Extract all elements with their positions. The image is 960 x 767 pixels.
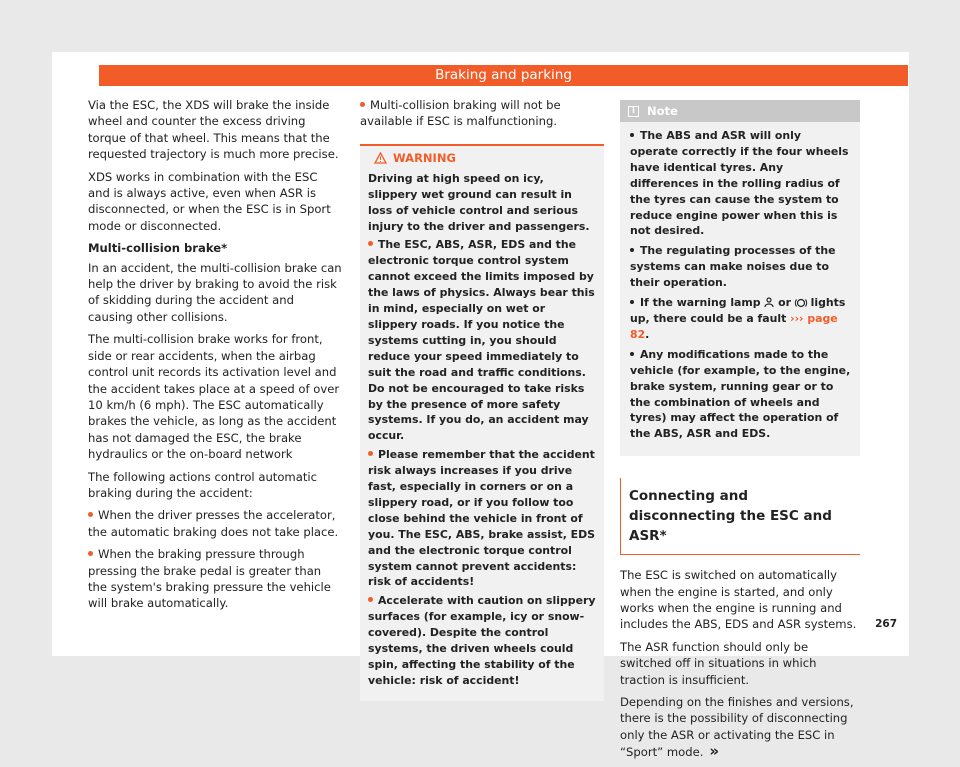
paragraph: The following actions control automatic braking during the accident:	[88, 469, 317, 500]
paragraph: In an accident, the multi-collision brake can help the driver by braking to avoid the risk of skidding during the accident and causing other collisions.	[88, 260, 342, 324]
continue-arrow-icon: »	[709, 742, 720, 761]
bullet-icon	[368, 241, 373, 246]
warning-item: Accelerate with caution on slippery surfaces (for example, icy or snow-covered). Despite the control systems, the driven wheels could spin, affecting the stability of the vehicle: risk of accident!	[368, 594, 596, 687]
paragraph: The ASR function should only be switched off in situations in which traction is insufficient.	[620, 639, 817, 687]
paragraph: The multi-collision brake works for front, side or rear accidents, when the airbag control unit records its activation level and the accident takes place at a speed of over 10 km/h (6 mph). The ESC automatically brakes the vehicle, as long as the accident has not damaged the ESC, the brake hydraulics or the on-board network	[88, 332, 340, 462]
info-icon: i	[628, 106, 639, 117]
bullet-icon	[88, 512, 93, 517]
paragraph: Via the ESC, the XDS will brake the inside wheel and counter the excess driving torque of that wheel. This means that the requested trajectory is much more precise.	[88, 98, 339, 162]
column-left	[88, 97, 342, 618]
paragraph: XDS works in combination with the ESC and is always active, even when ASR is disconnected, or when the ESC is in Sport mode or disconnected.	[88, 169, 331, 233]
dot-icon	[630, 248, 634, 252]
note-item: The ABS and ASR will only operate correctly if the four wheels have identical tyres. Any differences in the rolling radius of the tyres can cause the system to reduce engine power when this is not desired.	[630, 129, 849, 238]
paragraph: The ESC is switched on automatically when the engine is started, and only works when the engine is running and includes the ABS, EDS and ASR systems.	[620, 568, 857, 632]
warning-header	[360, 144, 604, 168]
warning-paragraph: Driving at high speed on icy, slippery wet ground can result in loss of vehicle control and serious injury to the driver and passengers.	[368, 171, 590, 233]
note-item: The regulating processes of the systems can make noises due to their operation.	[630, 244, 836, 290]
warning-body	[360, 168, 604, 701]
subheading: Multi-collision brake*	[88, 241, 228, 256]
note-item: If the warning lamp or lights up, there could be a fault ››› page 82.	[630, 296, 846, 341]
column-middle	[360, 97, 604, 701]
warning-box	[360, 144, 604, 701]
note-header	[620, 100, 860, 122]
bullet-icon	[88, 551, 93, 556]
warning-triangle-icon	[374, 152, 387, 164]
list-item: When the driver presses the accelerator, the automatic braking does not take place.	[88, 508, 339, 539]
note-title: Note	[647, 103, 678, 118]
note-item: Any modifications made to the vehicle (for example, to the engine, brake system, running gear or to the combination of wheels and tyres) may affect the operation of the ABS, ASR and EDS.	[630, 347, 851, 441]
note-box	[620, 100, 860, 456]
dot-icon	[630, 300, 634, 304]
section-title: Connecting and disconnecting the ESC and ASR*	[620, 478, 860, 555]
note-body	[620, 122, 860, 456]
manual-page	[52, 52, 909, 761]
page-link[interactable]: ››› page 82	[630, 311, 838, 341]
page-header: Braking and parking	[99, 65, 908, 86]
esc-warning-lamp-icon	[795, 298, 807, 308]
warning-item: The ESC, ABS, ASR, EDS and the electronic torque control system cannot exceed the limits imposed by the laws of physics. Always bear this in mind, especially on wet or slippery roads. If you notice the systems cutting in, you should reduce your speed immediately to suit the road and traffic conditions. Do not be encouraged to take risks by the presence of more safety systems. If you do, an accident may occur.	[368, 238, 595, 443]
dot-icon	[630, 352, 634, 356]
page-number: 267	[875, 618, 897, 630]
bullet-icon	[368, 451, 373, 456]
abs-warning-lamp-icon	[764, 297, 774, 308]
column-right	[620, 100, 860, 767]
list-item: When the braking pressure through pressing the brake pedal is greater than the system's braking pressure the vehicle will brake automatically.	[88, 547, 331, 611]
dot-icon	[630, 133, 634, 137]
warning-item: Please remember that the accident risk always increases if you drive fast, especially in corners or on a slippery road, or if you follow too close behind the vehicle in front of you. The ESC, ABS, brake assist, EDS and the electronic torque control system cannot prevent accidents: risk of accidents!	[368, 448, 595, 589]
list-item: Multi-collision braking will not be available if ESC is malfunctioning.	[360, 98, 561, 129]
bullet-icon	[360, 102, 365, 107]
warning-title: WARNING	[393, 150, 456, 165]
bullet-icon	[368, 597, 373, 602]
paragraph: Depending on the finishes and versions, there is the possibility of disconnecting only the ASR or activating the ESC in “Sport” mode. »	[620, 695, 854, 761]
